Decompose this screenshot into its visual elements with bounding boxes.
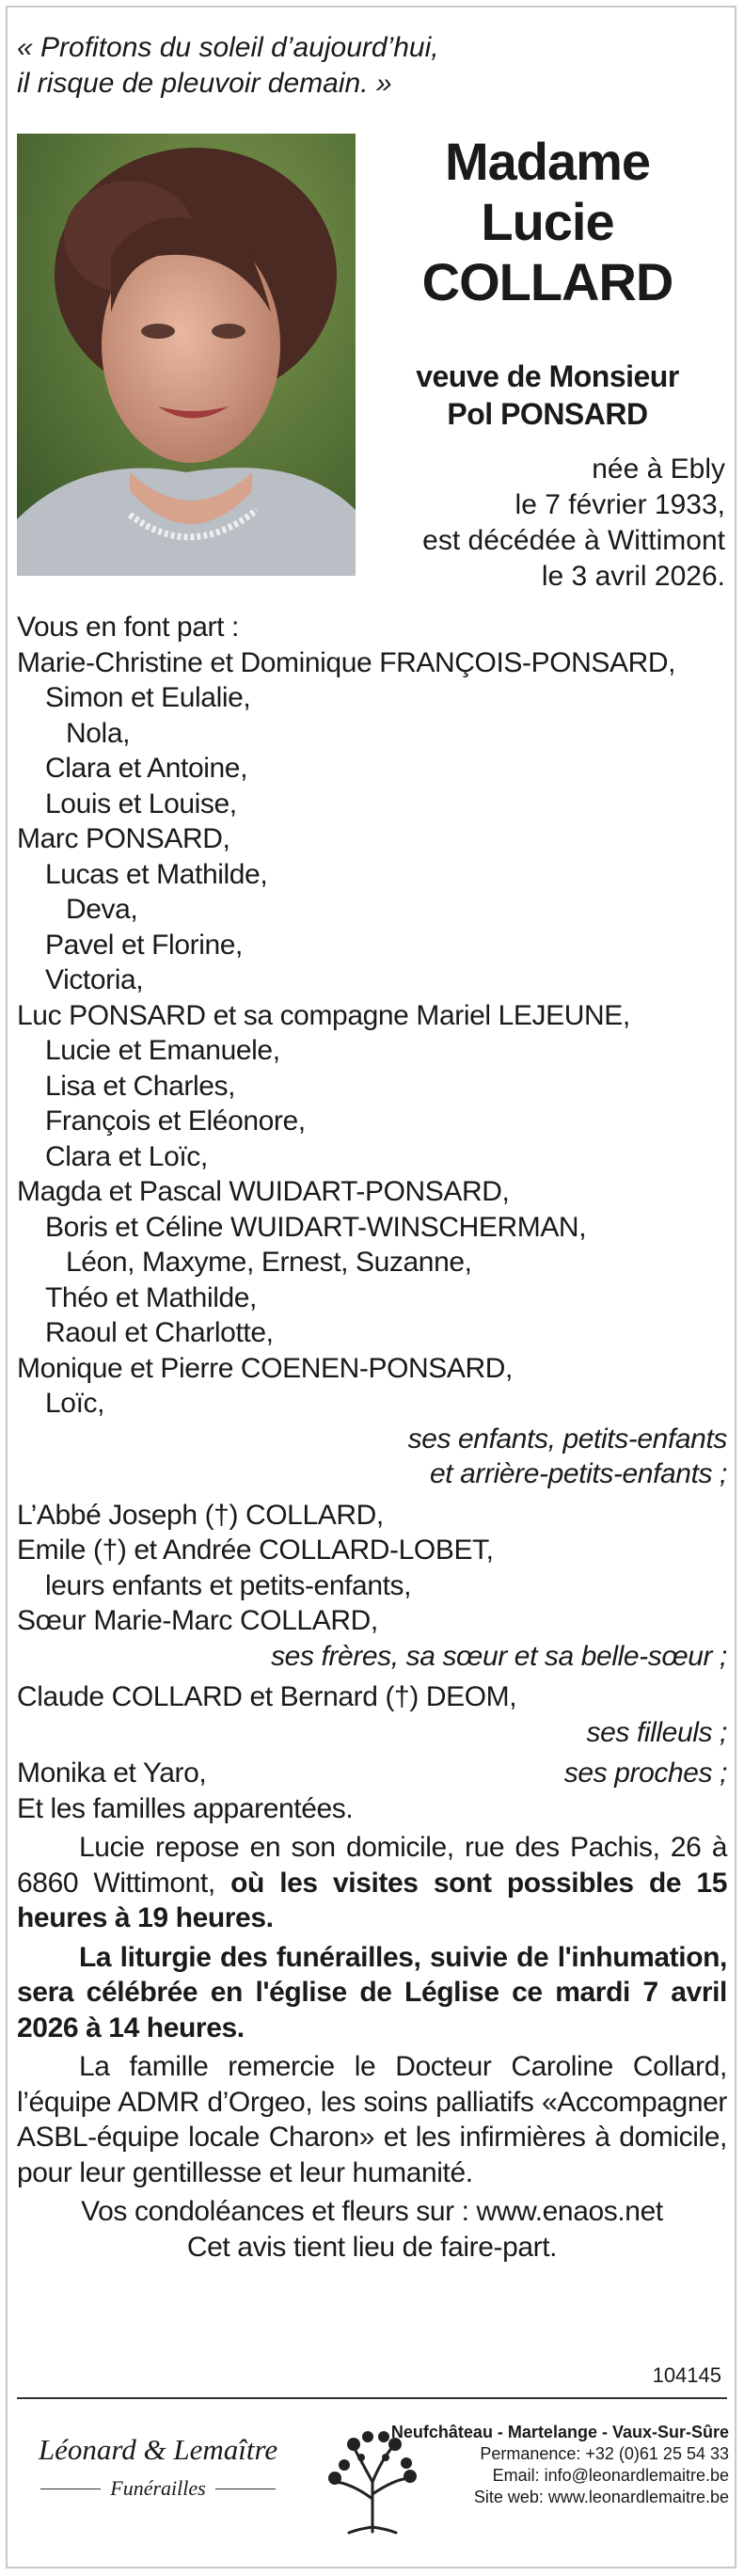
- family-member-line: Théo et Mathilde,: [45, 1281, 257, 1313]
- quote-line-2: il risque de pleuvoir demain. »: [17, 68, 392, 99]
- children-label-1: ses enfants, petits-enfants: [407, 1423, 727, 1455]
- widow-line-1: veuve de Monsieur: [416, 359, 679, 393]
- close-ones-row: [17, 1756, 727, 1791]
- family-member-line: Léon, Maxyme, Ernest, Suzanne,: [66, 1247, 472, 1278]
- footer-divider: [17, 2397, 727, 2399]
- sibling-line: leurs enfants et petits-enfants,: [45, 1569, 412, 1601]
- close-ones-names: Monika et Yaro,: [17, 1757, 207, 1789]
- funeral-home-name: Léonard & Lemaître: [38, 2433, 278, 2466]
- family-member-line: François et Eléonore,: [45, 1105, 306, 1137]
- widow-of: [365, 358, 730, 433]
- widow-line-2: Pol PONSARD: [447, 397, 648, 431]
- thanks-paragraph: La famille remercie le Docteur Caroline Collard, l’équipe ADMR d’Orgeo, les soins palliatifs «Accompagner ASBL-équipe locale Charon» et les infirmières à domicile, pour leur gentillesse et leur humanité.: [17, 2051, 727, 2188]
- family-member-line: Pavel et Florine,: [45, 929, 243, 961]
- notice-line: Cet avis tient lieu de faire-part.: [186, 2231, 558, 2263]
- family-member-line: Boris et Céline WUIDART-WINSCHERMAN,: [45, 1211, 587, 1243]
- family-member-line: Luc PONSARD et sa compagne Mariel LEJEUNE,: [17, 999, 630, 1031]
- siblings-list: [17, 1498, 727, 1639]
- family-member-line: Simon et Eulalie,: [45, 682, 251, 713]
- family-member-line: Louis et Louise,: [45, 787, 237, 819]
- funeral-home-phone: Permanence: +32 (0)61 25 54 33: [480, 2444, 729, 2463]
- children-label-2: et arrière-petits-enfants ;: [429, 1458, 727, 1489]
- family-member-line: Loïc,: [45, 1388, 105, 1419]
- deceased-title: Madame: [444, 132, 651, 191]
- close-ones-label: ses proches ;: [563, 1757, 727, 1789]
- family-member-line: Monique et Pierre COENEN-PONSARD,: [17, 1352, 513, 1384]
- visit-hours: où les visites sont possibles de 15 heures à 19 heures.: [17, 1867, 727, 1933]
- funeral-home-towns: Neufchâteau - Martelange - Vaux-Sur-Sûre: [390, 2423, 729, 2441]
- liturgy-text: La liturgie des funérailles, suivie de l'inhumation, sera célébrée en l'église de Léglise ce mardi 7 avril 2026 à 14 heures.: [17, 1941, 727, 2043]
- family-member-line: Clara et Antoine,: [45, 753, 248, 784]
- deceased-name: [365, 132, 730, 312]
- siblings-label: ses frères, sa sœur et sa belle-sœur ;: [271, 1640, 727, 1672]
- funeral-home-sub-text: Funérailles: [110, 2476, 206, 2500]
- families-line: Et les familles apparentées.: [17, 1792, 354, 1824]
- family-member-line: Magda et Pascal WUIDART-PONSARD,: [17, 1176, 510, 1207]
- condolences-line: Vos condoléances et fleurs sur : www.enaos.net: [81, 2196, 663, 2227]
- birth-death-dates: [422, 452, 725, 595]
- sibling-line: Emile (†) et Andrée COLLARD-LOBET,: [17, 1534, 494, 1566]
- quote-line-1: « Profitons du soleil d’aujourd’hui,: [17, 32, 439, 63]
- visit-paragraph: [17, 1830, 727, 1936]
- funeral-home-email: Email: info@leonardlemaitre.be: [492, 2466, 729, 2485]
- family-list: [17, 645, 727, 1422]
- date-line-3: est décédée à Wittimont: [422, 525, 725, 556]
- family-member-line: Deva,: [66, 894, 138, 925]
- visit-text: Lucie repose en son domicile, rue des Pachis, 26 à 6860 Wittimont,: [17, 1832, 727, 1899]
- family-member-line: Lisa et Charles,: [45, 1070, 236, 1102]
- funeral-home-footer: [17, 2405, 729, 2559]
- date-line-4: le 3 avril 2026.: [541, 561, 725, 592]
- funeral-home-brand: [26, 2433, 290, 2501]
- family-member-line: Victoria,: [45, 964, 144, 995]
- family-member-line: Raoul et Charlotte,: [45, 1317, 274, 1348]
- godchildren-line: Claude COLLARD et Bernard (†) DEOM,: [17, 1681, 517, 1712]
- liturgy-paragraph: [17, 1940, 727, 2046]
- godchildren-label: ses filleuls ;: [586, 1716, 727, 1748]
- funeral-home-subtitle: [26, 2476, 290, 2501]
- date-line-1: née à Ebly: [592, 453, 725, 485]
- family-member-line: Marc PONSARD,: [17, 823, 230, 854]
- family-member-line: Lucie et Emanuele,: [45, 1035, 280, 1066]
- family-member-line: Lucas et Mathilde,: [45, 858, 268, 890]
- portrait-photo: [17, 134, 356, 576]
- family-member-line: Clara et Loïc,: [45, 1140, 208, 1172]
- reference-number: 104145: [652, 2363, 721, 2387]
- funeral-home-website: Site web: www.leonardlemaitre.be: [473, 2488, 729, 2506]
- family-member-line: Marie-Christine et Dominique FRANÇOIS-PONSARD,: [17, 646, 676, 678]
- sibling-line: Sœur Marie-Marc COLLARD,: [17, 1605, 378, 1636]
- deceased-last-name: COLLARD: [421, 252, 673, 311]
- sibling-line: L’Abbé Joseph (†) COLLARD,: [17, 1499, 384, 1531]
- funeral-home-contact: [391, 2422, 729, 2508]
- notice-body: [17, 610, 727, 2265]
- date-line-2: le 7 février 1933,: [514, 489, 725, 520]
- epigraph-quote: [17, 30, 439, 102]
- intro-line: Vous en font part :: [17, 612, 239, 643]
- deceased-first-name: Lucie: [481, 192, 614, 251]
- family-member-line: Nola,: [66, 717, 131, 749]
